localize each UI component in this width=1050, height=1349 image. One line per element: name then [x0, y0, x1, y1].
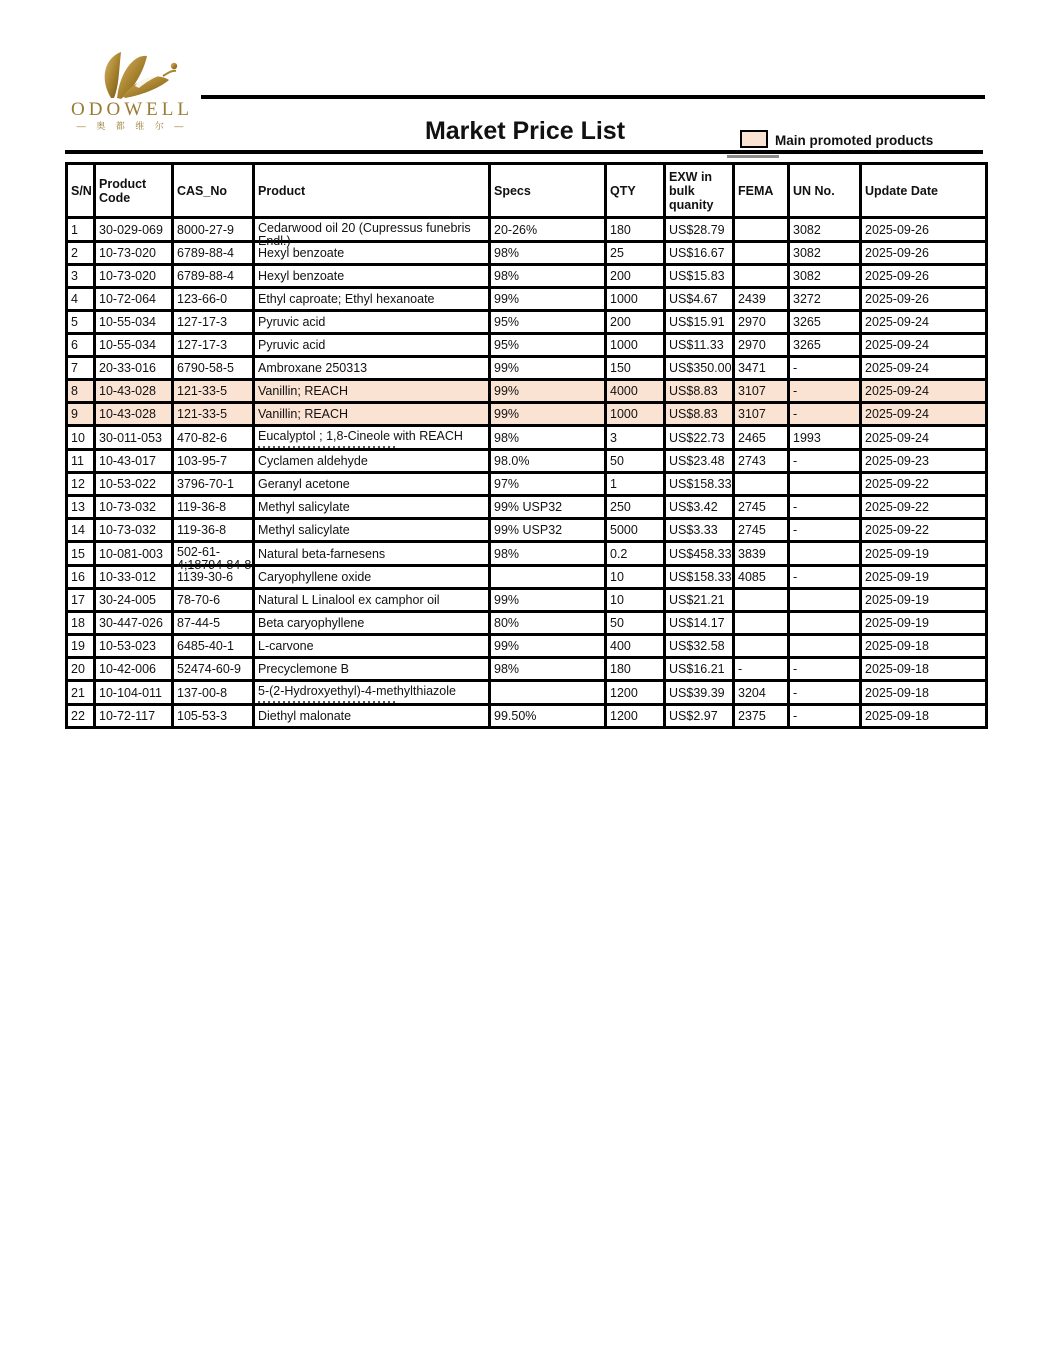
cell-sn: 15: [67, 542, 95, 566]
cell-fema: 3839: [734, 542, 789, 566]
cell-qty: 200: [606, 265, 665, 288]
cell-exw: US$458.33: [665, 542, 734, 566]
flower-logo-icon: [77, 48, 187, 100]
cell-specs: 98%: [490, 242, 606, 265]
cell-un: -: [789, 681, 861, 705]
cell-code: 10-43-028: [95, 380, 173, 403]
cell-specs: 99% USP32: [490, 519, 606, 542]
cell-cas: 470-82-6: [173, 426, 254, 450]
column-header-specs: Specs: [490, 164, 606, 218]
cell-exw: US$21.21: [665, 589, 734, 612]
cell-specs: 98%: [490, 542, 606, 566]
cell-date: 2025-09-24: [861, 334, 987, 357]
brand-name: ODOWELL: [71, 99, 193, 120]
cell-exw: US$158.33: [665, 566, 734, 589]
cell-date: 2025-09-24: [861, 403, 987, 426]
cell-fema: 2970: [734, 334, 789, 357]
cell-cas: 119-36-8: [173, 496, 254, 519]
cell-exw: US$158.33: [665, 473, 734, 496]
cell-cas: 123-66-0: [173, 288, 254, 311]
column-header-qty: QTY: [606, 164, 665, 218]
column-header-code: Product Code: [95, 164, 173, 218]
cell-qty: 10: [606, 566, 665, 589]
cell-specs: 20-26%: [490, 218, 606, 242]
table-row: [67, 218, 987, 242]
cell-date: 2025-09-22: [861, 519, 987, 542]
cell-code: 10-73-032: [95, 496, 173, 519]
cell-qty: 1200: [606, 705, 665, 728]
cell-sn: 5: [67, 311, 95, 334]
cell-un: [789, 542, 861, 566]
cell-fema: 2375: [734, 705, 789, 728]
cell-exw: US$11.33: [665, 334, 734, 357]
cell-product: Natural beta-farnesens: [254, 542, 490, 566]
cell-exw: US$15.83: [665, 265, 734, 288]
cell-un: [789, 612, 861, 635]
cell-product: Geranyl acetone: [254, 473, 490, 496]
cell-un: 1993: [789, 426, 861, 450]
cell-fema: [734, 635, 789, 658]
cell-cas: 8000-27-9: [173, 218, 254, 242]
cell-cas: 121-33-5: [173, 403, 254, 426]
cell-specs: 80%: [490, 612, 606, 635]
cell-cas: 127-17-3: [173, 334, 254, 357]
cell-product: Cedarwood oil 20 (Cupressus funebris Endl.): [254, 218, 490, 242]
cell-code: 10-73-020: [95, 242, 173, 265]
cell-date: 2025-09-18: [861, 658, 987, 681]
cell-specs: 99%: [490, 589, 606, 612]
cell-product: Cyclamen aldehyde: [254, 450, 490, 473]
table-row: [67, 450, 987, 473]
cell-qty: 1200: [606, 681, 665, 705]
cell-product: Hexyl benzoate: [254, 242, 490, 265]
cell-code: 10-73-032: [95, 519, 173, 542]
cell-exw: US$4.67: [665, 288, 734, 311]
table-row: [67, 612, 987, 635]
cell-exw: US$16.21: [665, 658, 734, 681]
cell-specs: [490, 681, 606, 705]
cell-date: 2025-09-26: [861, 218, 987, 242]
column-header-product: Product: [254, 164, 490, 218]
cell-fema: [734, 265, 789, 288]
cell-sn: 8: [67, 380, 95, 403]
cell-code: 10-55-034: [95, 311, 173, 334]
cell-qty: 5000: [606, 519, 665, 542]
cell-product: Diethyl malonate: [254, 705, 490, 728]
cell-date: 2025-09-19: [861, 589, 987, 612]
cell-un: [789, 635, 861, 658]
cell-cas: 6485-40-1: [173, 635, 254, 658]
cell-fema: [734, 612, 789, 635]
price-table: [65, 162, 988, 729]
cell-product: Pyruvic acid: [254, 334, 490, 357]
table-row: [67, 426, 987, 450]
column-header-un: UN No.: [789, 164, 861, 218]
cell-date: 2025-09-24: [861, 380, 987, 403]
cell-sn: 16: [67, 566, 95, 589]
cell-product: Vanillin; REACH: [254, 380, 490, 403]
cell-exw: US$16.67: [665, 242, 734, 265]
cell-fema: 3107: [734, 380, 789, 403]
cell-cas: 1139-30-6: [173, 566, 254, 589]
cell-un: [789, 473, 861, 496]
cell-date: 2025-09-23: [861, 450, 987, 473]
table-row: [67, 589, 987, 612]
cell-date: 2025-09-22: [861, 496, 987, 519]
table-row: [67, 403, 987, 426]
cell-fema: [734, 473, 789, 496]
cell-cas: 6790-58-5: [173, 357, 254, 380]
cell-exw: US$8.83: [665, 380, 734, 403]
cell-un: 3082: [789, 242, 861, 265]
cell-date: 2025-09-19: [861, 566, 987, 589]
cell-product: Vanillin; REACH: [254, 403, 490, 426]
cell-qty: 180: [606, 218, 665, 242]
cell-product: Eucalyptol ; 1,8-Cineole with REACH: [254, 426, 490, 450]
cell-un: -: [789, 566, 861, 589]
cell-date: 2025-09-26: [861, 265, 987, 288]
cell-cas: 103-95-7: [173, 450, 254, 473]
cell-product: Pyruvic acid: [254, 311, 490, 334]
cell-sn: 9: [67, 403, 95, 426]
cell-sn: 21: [67, 681, 95, 705]
cell-code: 10-55-034: [95, 334, 173, 357]
cell-un: -: [789, 450, 861, 473]
cell-sn: 19: [67, 635, 95, 658]
cell-cas: 121-33-5: [173, 380, 254, 403]
cell-qty: 400: [606, 635, 665, 658]
cell-qty: 150: [606, 357, 665, 380]
cell-specs: 99%: [490, 288, 606, 311]
cell-cas: 6789-88-4: [173, 265, 254, 288]
cell-sn: 12: [67, 473, 95, 496]
price-table-body: [67, 218, 987, 728]
table-row: [67, 542, 987, 566]
cell-un: 3082: [789, 218, 861, 242]
cell-qty: 3: [606, 426, 665, 450]
cell-exw: US$28.79: [665, 218, 734, 242]
cell-un: [789, 589, 861, 612]
cell-code: 10-42-006: [95, 658, 173, 681]
cell-qty: 1000: [606, 334, 665, 357]
cell-fema: 4085: [734, 566, 789, 589]
cell-product: Hexyl benzoate: [254, 265, 490, 288]
cell-sn: 18: [67, 612, 95, 635]
cell-code: 10-72-117: [95, 705, 173, 728]
cell-code: 10-081-003: [95, 542, 173, 566]
cell-fema: 2970: [734, 311, 789, 334]
cell-cas: 3796-70-1: [173, 473, 254, 496]
table-row: [67, 242, 987, 265]
cell-code: 10-53-023: [95, 635, 173, 658]
cell-exw: US$39.39: [665, 681, 734, 705]
cell-sn: 17: [67, 589, 95, 612]
cell-sn: 3: [67, 265, 95, 288]
cell-sn: 20: [67, 658, 95, 681]
cell-exw: US$2.97: [665, 705, 734, 728]
cell-qty: 180: [606, 658, 665, 681]
cell-sn: 4: [67, 288, 95, 311]
cell-date: 2025-09-26: [861, 242, 987, 265]
header-rule-top: [201, 95, 985, 99]
cell-code: 10-73-020: [95, 265, 173, 288]
cell-fema: -: [734, 658, 789, 681]
cell-qty: 25: [606, 242, 665, 265]
cell-date: 2025-09-18: [861, 681, 987, 705]
cell-qty: 200: [606, 311, 665, 334]
cell-fema: 3204: [734, 681, 789, 705]
cell-specs: 99%: [490, 380, 606, 403]
header-rule-under-title: [65, 150, 983, 154]
cell-un: -: [789, 403, 861, 426]
cell-sn: 2: [67, 242, 95, 265]
cell-fema: 2439: [734, 288, 789, 311]
cell-un: -: [789, 705, 861, 728]
cell-sn: 14: [67, 519, 95, 542]
cell-date: 2025-09-24: [861, 311, 987, 334]
cell-code: 10-43-017: [95, 450, 173, 473]
cell-cas: 127-17-3: [173, 311, 254, 334]
cell-un: -: [789, 357, 861, 380]
cell-date: 2025-09-26: [861, 288, 987, 311]
brand-name-chinese: — 奥 都 维 尔 —: [76, 121, 188, 131]
table-row: [67, 496, 987, 519]
cell-code: 10-53-022: [95, 473, 173, 496]
cell-un: -: [789, 380, 861, 403]
cell-product: L-carvone: [254, 635, 490, 658]
cell-date: 2025-09-24: [861, 357, 987, 380]
table-row: [67, 519, 987, 542]
cell-product: Caryophyllene oxide: [254, 566, 490, 589]
cell-product: Methyl salicylate: [254, 519, 490, 542]
cell-qty: 1: [606, 473, 665, 496]
cell-exw: US$22.73: [665, 426, 734, 450]
table-row: [67, 288, 987, 311]
cell-date: 2025-09-22: [861, 473, 987, 496]
cell-fema: [734, 242, 789, 265]
cell-specs: 99%: [490, 357, 606, 380]
cell-exw: US$15.91: [665, 311, 734, 334]
cell-fema: [734, 589, 789, 612]
cell-code: 30-029-069: [95, 218, 173, 242]
cell-qty: 1000: [606, 403, 665, 426]
cell-fema: [734, 218, 789, 242]
cell-qty: 10: [606, 589, 665, 612]
cell-qty: 4000: [606, 380, 665, 403]
cell-product: 5-(2-Hydroxyethyl)-4-methylthiazole: [254, 681, 490, 705]
cell-sn: 7: [67, 357, 95, 380]
cell-qty: 50: [606, 450, 665, 473]
cell-specs: 99%: [490, 403, 606, 426]
cell-qty: 0.2: [606, 542, 665, 566]
cell-specs: 97%: [490, 473, 606, 496]
column-header-exw: EXW in bulk quanity: [665, 164, 734, 218]
cell-fema: 3471: [734, 357, 789, 380]
cell-exw: US$3.42: [665, 496, 734, 519]
cell-date: 2025-09-19: [861, 542, 987, 566]
page-title: Market Price List: [424, 117, 626, 145]
cell-un: 3272: [789, 288, 861, 311]
table-row: [67, 635, 987, 658]
cell-code: 10-33-012: [95, 566, 173, 589]
cell-specs: 98%: [490, 658, 606, 681]
cell-cas: 502-61- 4;18794-84-8: [173, 542, 254, 566]
cell-un: -: [789, 519, 861, 542]
cell-exw: US$8.83: [665, 403, 734, 426]
cell-cas: 105-53-3: [173, 705, 254, 728]
cell-fema: 3107: [734, 403, 789, 426]
table-row: [67, 265, 987, 288]
promoted-legend-label: Main promoted products: [775, 133, 934, 148]
cell-product: Precyclemone B: [254, 658, 490, 681]
cell-fema: 2745: [734, 519, 789, 542]
cell-specs: [490, 566, 606, 589]
cell-sn: 6: [67, 334, 95, 357]
cell-code: 30-24-005: [95, 589, 173, 612]
column-header-date: Update Date: [861, 164, 987, 218]
cell-product: Ambroxane 250313: [254, 357, 490, 380]
promoted-legend-swatch: [740, 130, 768, 148]
column-header-cas: CAS_No: [173, 164, 254, 218]
cell-specs: 98.0%: [490, 450, 606, 473]
cell-cas: 52474-60-9: [173, 658, 254, 681]
cell-un: 3265: [789, 334, 861, 357]
cell-specs: 98%: [490, 265, 606, 288]
table-row: [67, 658, 987, 681]
cell-exw: US$14.17: [665, 612, 734, 635]
cell-sn: 10: [67, 426, 95, 450]
cell-code: 10-72-064: [95, 288, 173, 311]
table-row: [67, 334, 987, 357]
cell-fema: 2745: [734, 496, 789, 519]
cell-code: 10-104-011: [95, 681, 173, 705]
cell-code: 30-011-053: [95, 426, 173, 450]
legend-swatch-shadow: [727, 155, 779, 158]
cell-date: 2025-09-18: [861, 635, 987, 658]
cell-exw: US$3.33: [665, 519, 734, 542]
cell-date: 2025-09-19: [861, 612, 987, 635]
table-row: [67, 357, 987, 380]
cell-qty: 1000: [606, 288, 665, 311]
cell-date: 2025-09-18: [861, 705, 987, 728]
cell-product: Ethyl caproate; Ethyl hexanoate: [254, 288, 490, 311]
table-row: [67, 473, 987, 496]
column-header-sn: S/N: [67, 164, 95, 218]
cell-cas: 78-70-6: [173, 589, 254, 612]
cell-cas: 137-00-8: [173, 681, 254, 705]
cell-code: 30-447-026: [95, 612, 173, 635]
table-row: [67, 681, 987, 705]
cell-exw: US$350.00: [665, 357, 734, 380]
table-row: [67, 311, 987, 334]
cell-cas: 6789-88-4: [173, 242, 254, 265]
cell-specs: 98%: [490, 426, 606, 450]
cell-code: 20-33-016: [95, 357, 173, 380]
cell-cas: 119-36-8: [173, 519, 254, 542]
cell-specs: 99.50%: [490, 705, 606, 728]
cell-product: Methyl salicylate: [254, 496, 490, 519]
cell-un: 3082: [789, 265, 861, 288]
cell-date: 2025-09-24: [861, 426, 987, 450]
cell-cas: 87-44-5: [173, 612, 254, 635]
cell-un: -: [789, 658, 861, 681]
cell-sn: 11: [67, 450, 95, 473]
table-row: [67, 705, 987, 728]
cell-specs: 95%: [490, 311, 606, 334]
cell-qty: 250: [606, 496, 665, 519]
cell-un: -: [789, 496, 861, 519]
cell-fema: 2465: [734, 426, 789, 450]
table-row: [67, 380, 987, 403]
cell-un: 3265: [789, 311, 861, 334]
cell-exw: US$23.48: [665, 450, 734, 473]
cell-specs: 99%: [490, 635, 606, 658]
cell-qty: 50: [606, 612, 665, 635]
cell-specs: 99% USP32: [490, 496, 606, 519]
cell-product: Beta caryophyllene: [254, 612, 490, 635]
cell-fema: 2743: [734, 450, 789, 473]
price-table-header: [67, 164, 987, 218]
cell-product: Natural L Linalool ex camphor oil: [254, 589, 490, 612]
cell-specs: 95%: [490, 334, 606, 357]
cell-sn: 22: [67, 705, 95, 728]
cell-code: 10-43-028: [95, 403, 173, 426]
cell-sn: 1: [67, 218, 95, 242]
column-header-fema: FEMA: [734, 164, 789, 218]
cell-sn: 13: [67, 496, 95, 519]
header-row: [67, 164, 987, 218]
cell-exw: US$32.58: [665, 635, 734, 658]
